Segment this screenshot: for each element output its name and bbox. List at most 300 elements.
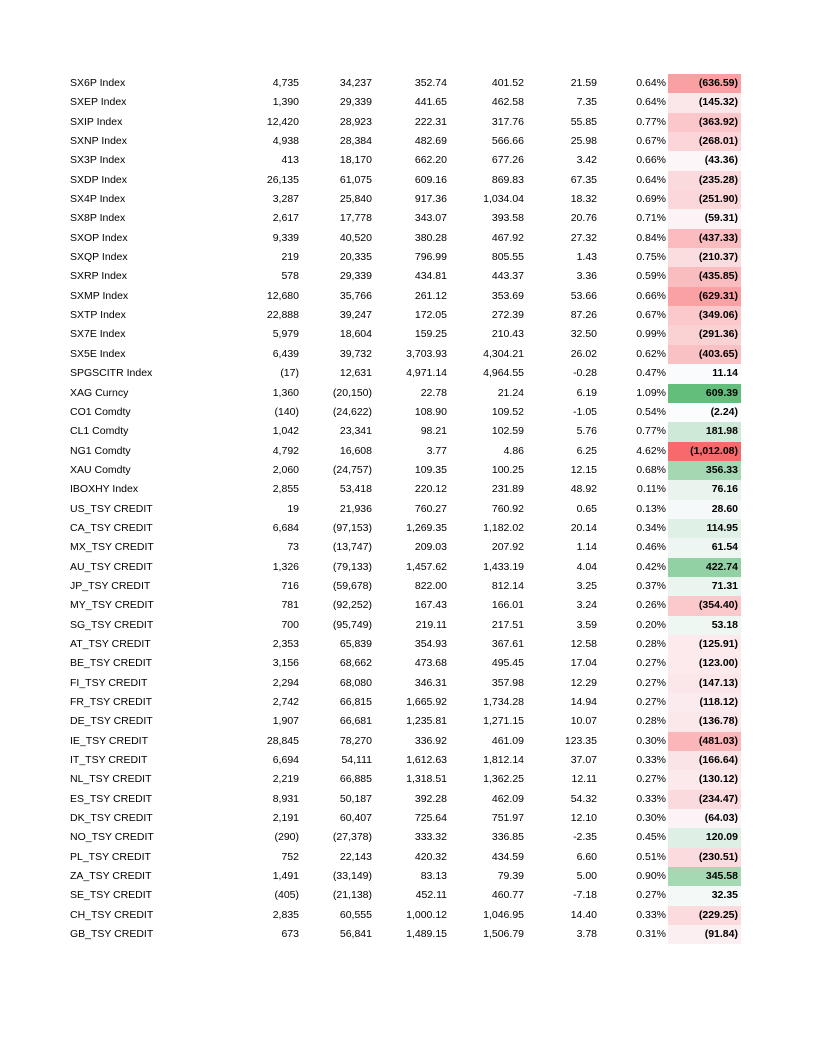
pnl-cell: (437.33) (668, 229, 741, 248)
instrument-name-cell: SE_TSY CREDIT (70, 889, 153, 902)
position-cell: 22,888 (266, 309, 299, 322)
notional-cell: (24,757) (332, 463, 372, 476)
notional-cell: 17,778 (339, 212, 372, 225)
price-end-cell: 401.52 (491, 77, 524, 89)
notional-cell: 66,815 (339, 696, 372, 708)
instrument-name-cell: CH_TSY CREDIT (70, 908, 154, 921)
instrument-name-cell: XAG Curncy (70, 386, 129, 399)
price-start-cell: 1,000.12 (406, 908, 447, 921)
change-cell: 4.04 (576, 560, 597, 573)
percent-cell: 0.26% (636, 599, 666, 612)
price-start-cell: 336.92 (414, 734, 447, 747)
price-end-cell: 1,812.14 (483, 754, 524, 767)
pnl-cell: (229.25) (668, 906, 741, 925)
instrument-name-cell: BE_TSY CREDIT (70, 657, 153, 670)
position-cell: 19 (287, 502, 299, 515)
pnl-cell: (481.03) (668, 732, 741, 751)
change-cell: 14.40 (570, 908, 597, 921)
percent-cell: 0.99% (636, 328, 666, 341)
pnl-cell: (268.01) (668, 132, 741, 151)
position-cell: 12,420 (266, 115, 299, 128)
notional-cell: 66,885 (339, 773, 372, 786)
notional-cell: (92,252) (332, 599, 372, 612)
price-end-cell: 462.58 (491, 96, 524, 109)
change-cell: -1.05 (573, 405, 597, 418)
pnl-cell: (123.00) (668, 654, 741, 673)
notional-cell: 20,335 (339, 251, 372, 264)
instrument-name-cell: SXRP Index (70, 270, 128, 283)
pnl-cell: (435.85) (668, 267, 741, 286)
notional-cell: 34,237 (339, 77, 372, 89)
notional-cell: 12,631 (339, 367, 372, 380)
change-cell: 12.10 (570, 812, 597, 825)
price-end-cell: 677.26 (491, 154, 524, 167)
change-cell: 7.35 (576, 96, 597, 109)
price-end-cell: 461.09 (491, 734, 524, 747)
price-start-cell: 1,235.81 (406, 715, 447, 728)
pnl-cell: (251.90) (668, 190, 741, 209)
instrument-name-cell: SXTP Index (70, 309, 126, 322)
position-cell: 6,439 (272, 347, 299, 360)
price-end-cell: 210.43 (491, 328, 524, 341)
price-end-cell: 217.51 (491, 618, 524, 631)
table-row (0, 925, 816, 944)
instrument-name-cell: SX7E Index (70, 328, 126, 341)
pnl-cell: (349.06) (668, 306, 741, 325)
position-cell: 6,694 (272, 754, 299, 767)
percent-cell: 0.67% (636, 135, 666, 148)
percent-cell: 0.59% (636, 270, 666, 283)
change-cell: 20.76 (570, 212, 597, 225)
percent-cell: 0.27% (636, 889, 666, 902)
price-end-cell: 109.52 (491, 405, 524, 418)
table-row (0, 616, 816, 635)
percent-cell: 0.30% (636, 734, 666, 747)
price-start-cell: 3.77 (426, 444, 447, 457)
table-row (0, 461, 816, 480)
position-cell: 1,491 (272, 870, 299, 883)
percent-cell: 0.28% (636, 715, 666, 728)
instrument-name-cell: SX8P Index (70, 212, 126, 225)
change-cell: 3.78 (576, 928, 597, 941)
notional-cell: (95,749) (332, 618, 372, 631)
position-cell: 700 (281, 618, 299, 631)
change-cell: 67.35 (570, 173, 597, 186)
instrument-name-cell: NL_TSY CREDIT (70, 773, 152, 786)
table-row (0, 209, 816, 228)
price-start-cell: 482.69 (414, 135, 447, 148)
pnl-cell: (1,012.08) (668, 442, 741, 461)
position-cell: 3,156 (272, 657, 299, 670)
price-start-cell: 98.21 (420, 425, 447, 438)
notional-cell: 61,075 (339, 173, 372, 186)
price-start-cell: 725.64 (414, 812, 447, 825)
price-end-cell: 393.58 (491, 212, 524, 225)
notional-cell: 66,681 (339, 715, 372, 728)
notional-cell: 29,339 (339, 96, 372, 109)
price-end-cell: 462.09 (491, 792, 524, 805)
table-row (0, 809, 816, 828)
table-row (0, 190, 816, 209)
price-end-cell: 4,304.21 (483, 347, 524, 360)
notional-cell: (20,150) (332, 386, 372, 399)
position-cell: (405) (274, 889, 299, 902)
change-cell: 18.32 (570, 193, 597, 206)
percent-cell: 0.62% (636, 347, 666, 360)
price-start-cell: 167.43 (414, 599, 447, 612)
price-start-cell: 1,318.51 (406, 773, 447, 786)
pnl-cell: (210.37) (668, 248, 741, 267)
table-row (0, 267, 816, 286)
table-row (0, 364, 816, 383)
price-end-cell: 4.86 (503, 444, 524, 457)
instrument-name-cell: SXQP Index (70, 251, 128, 264)
percent-cell: 0.68% (636, 463, 666, 476)
notional-cell: 60,407 (339, 812, 372, 825)
change-cell: 3.25 (576, 579, 597, 592)
price-end-cell: 1,182.02 (483, 521, 524, 534)
notional-cell: 23,341 (339, 425, 372, 438)
instrument-name-cell: NG1 Comdty (70, 444, 131, 457)
notional-cell: 39,247 (339, 309, 372, 322)
price-end-cell: 760.92 (491, 502, 524, 515)
percent-cell: 0.34% (636, 521, 666, 534)
change-cell: 1.43 (576, 251, 597, 264)
price-start-cell: 222.31 (414, 115, 447, 128)
pnl-cell: (235.28) (668, 171, 741, 190)
pnl-cell: (2.24) (668, 403, 741, 422)
price-end-cell: 434.59 (491, 850, 524, 863)
price-end-cell: 357.98 (491, 676, 524, 689)
instrument-name-cell: SX6P Index (70, 77, 126, 89)
position-cell: 2,191 (272, 812, 299, 825)
position-cell: 716 (281, 579, 299, 592)
pnl-cell: (145.32) (668, 93, 741, 112)
price-end-cell: 1,046.95 (483, 908, 524, 921)
spreadsheet-table (0, 74, 816, 944)
change-cell: 6.19 (576, 386, 597, 399)
price-end-cell: 231.89 (491, 483, 524, 496)
notional-cell: 50,187 (339, 792, 372, 805)
position-cell: 12,680 (266, 289, 299, 302)
percent-cell: 0.69% (636, 193, 666, 206)
position-cell: 4,938 (272, 135, 299, 148)
percent-cell: 0.33% (636, 792, 666, 805)
position-cell: 673 (281, 928, 299, 941)
position-cell: 2,060 (272, 463, 299, 476)
price-end-cell: 1,433.19 (483, 560, 524, 573)
price-start-cell: 220.12 (414, 483, 447, 496)
notional-cell: 40,520 (339, 231, 372, 244)
notional-cell: 21,936 (339, 502, 372, 515)
price-end-cell: 1,271.15 (483, 715, 524, 728)
position-cell: 2,835 (272, 908, 299, 921)
price-end-cell: 495.45 (491, 657, 524, 670)
change-cell: 1.14 (576, 541, 597, 554)
change-cell: 48.92 (570, 483, 597, 496)
table-row (0, 654, 816, 673)
change-cell: 5.00 (576, 870, 597, 883)
change-cell: 3.59 (576, 618, 597, 631)
pnl-cell: (59.31) (668, 209, 741, 228)
table-row (0, 751, 816, 770)
table-row (0, 770, 816, 789)
instrument-name-cell: FR_TSY CREDIT (70, 696, 153, 708)
position-cell: 752 (281, 850, 299, 863)
percent-cell: 0.51% (636, 850, 666, 863)
change-cell: -2.35 (573, 831, 597, 844)
table-row (0, 113, 816, 132)
change-cell: 12.11 (571, 773, 597, 786)
notional-cell: 53,418 (339, 483, 372, 496)
pnl-cell: 345.58 (668, 867, 741, 886)
percent-cell: 0.11% (637, 483, 666, 496)
price-end-cell: 566.66 (491, 135, 524, 148)
notional-cell: (13,747) (332, 541, 372, 554)
position-cell: 3,287 (272, 193, 299, 206)
pnl-cell: 28.60 (668, 500, 741, 519)
price-end-cell: 1,362.25 (483, 773, 524, 786)
table-row (0, 229, 816, 248)
table-row (0, 693, 816, 712)
position-cell: 26,135 (266, 173, 299, 186)
pnl-cell: (125.91) (668, 635, 741, 654)
notional-cell: 22,143 (339, 850, 372, 863)
table-row (0, 635, 816, 654)
pnl-cell: 120.09 (668, 828, 741, 847)
percent-cell: 0.64% (636, 77, 666, 89)
notional-cell: 60,555 (339, 908, 372, 921)
notional-cell: 28,384 (339, 135, 372, 148)
price-end-cell: 1,734.28 (483, 696, 524, 708)
price-start-cell: 209.03 (414, 541, 447, 554)
percent-cell: 0.84% (636, 231, 666, 244)
position-cell: (140) (274, 405, 299, 418)
change-cell: 14.94 (570, 696, 597, 708)
change-cell: 10.07 (570, 715, 597, 728)
instrument-name-cell: SXIP Index (70, 115, 123, 128)
pnl-cell: 53.18 (668, 616, 741, 635)
percent-cell: 0.66% (636, 154, 666, 167)
notional-cell: 39,732 (339, 347, 372, 360)
position-cell: 1,390 (272, 96, 299, 109)
position-cell: 4,735 (272, 77, 299, 89)
table-row (0, 171, 816, 190)
price-start-cell: 3,703.93 (406, 347, 447, 360)
change-cell: -7.18 (573, 889, 597, 902)
table-row (0, 712, 816, 731)
percent-cell: 0.64% (636, 173, 666, 186)
price-start-cell: 473.68 (414, 657, 447, 670)
pnl-cell: (130.12) (668, 770, 741, 789)
price-end-cell: 460.77 (491, 889, 524, 902)
position-cell: 1,326 (272, 560, 299, 573)
percent-cell: 0.42% (636, 560, 666, 573)
price-end-cell: 21.24 (497, 386, 524, 399)
price-start-cell: 420.32 (414, 850, 447, 863)
notional-cell: (59,678) (332, 579, 372, 592)
pnl-cell: 61.54 (668, 538, 741, 557)
percent-cell: 0.77% (636, 115, 666, 128)
pnl-cell: (91.84) (668, 925, 741, 944)
change-cell: 3.24 (576, 599, 597, 612)
change-cell: 26.02 (570, 347, 597, 360)
instrument-name-cell: AT_TSY CREDIT (70, 637, 151, 650)
change-cell: 54.32 (570, 792, 597, 805)
price-end-cell: 367.61 (491, 637, 524, 650)
price-start-cell: 1,489.15 (406, 928, 447, 941)
position-cell: 28,845 (266, 734, 299, 747)
table-row (0, 480, 816, 499)
price-start-cell: 343.07 (414, 212, 447, 225)
pnl-cell: (354.40) (668, 596, 741, 615)
change-cell: 12.58 (570, 637, 597, 650)
table-row (0, 403, 816, 422)
table-row (0, 519, 816, 538)
position-cell: 2,855 (272, 483, 299, 496)
table-row (0, 325, 816, 344)
percent-cell: 0.45% (636, 831, 666, 844)
pnl-cell: (166.64) (668, 751, 741, 770)
change-cell: 3.36 (576, 270, 597, 283)
price-start-cell: 441.65 (414, 96, 447, 109)
instrument-name-cell: PL_TSY CREDIT (70, 850, 151, 863)
percent-cell: 0.28% (636, 637, 666, 650)
percent-cell: 0.31% (636, 928, 666, 941)
change-cell: 27.32 (570, 231, 597, 244)
table-row (0, 577, 816, 596)
instrument-name-cell: CO1 Comdty (70, 405, 131, 418)
price-end-cell: 1,034.04 (483, 193, 524, 206)
position-cell: 1,907 (272, 715, 299, 728)
position-cell: 4,792 (272, 444, 299, 457)
price-start-cell: 452.11 (415, 889, 447, 902)
instrument-name-cell: MX_TSY CREDIT (70, 541, 154, 554)
percent-cell: 0.27% (636, 696, 666, 708)
percent-cell: 0.27% (636, 676, 666, 689)
change-cell: 55.85 (570, 115, 597, 128)
price-start-cell: 261.12 (414, 289, 447, 302)
price-end-cell: 443.37 (491, 270, 524, 283)
price-start-cell: 1,665.92 (406, 696, 447, 708)
table-row (0, 674, 816, 693)
notional-cell: 68,662 (339, 657, 372, 670)
position-cell: 2,617 (272, 212, 299, 225)
percent-cell: 0.64% (636, 96, 666, 109)
pnl-cell: (234.47) (668, 790, 741, 809)
price-start-cell: 346.31 (414, 676, 447, 689)
change-cell: 21.59 (570, 77, 597, 89)
pnl-cell: 356.33 (668, 461, 741, 480)
price-start-cell: 1,269.35 (406, 521, 447, 534)
notional-cell: 29,339 (339, 270, 372, 283)
table-row (0, 345, 816, 364)
notional-cell: (27,378) (332, 831, 372, 844)
instrument-name-cell: US_TSY CREDIT (70, 502, 153, 515)
change-cell: 25.98 (570, 135, 597, 148)
price-start-cell: 662.20 (414, 154, 447, 167)
instrument-name-cell: SXNP Index (70, 135, 128, 148)
price-start-cell: 172.05 (414, 309, 447, 322)
pnl-cell: (136.78) (668, 712, 741, 731)
price-end-cell: 869.83 (491, 173, 524, 186)
pnl-cell: (291.36) (668, 325, 741, 344)
percent-cell: 0.54% (636, 405, 666, 418)
price-start-cell: 352.74 (414, 77, 447, 89)
price-end-cell: 812.14 (491, 579, 524, 592)
price-end-cell: 317.76 (491, 115, 524, 128)
instrument-name-cell: SX3P Index (70, 154, 126, 167)
change-cell: 37.07 (570, 754, 597, 767)
notional-cell: (24,622) (332, 405, 372, 418)
pnl-cell: (403.65) (668, 345, 741, 364)
notional-cell: 18,170 (339, 154, 372, 167)
position-cell: 6,684 (272, 521, 299, 534)
pnl-cell: (118.12) (668, 693, 741, 712)
instrument-name-cell: SX4P Index (70, 193, 126, 206)
pnl-cell: (64.03) (668, 809, 741, 828)
price-start-cell: 434.81 (414, 270, 447, 283)
table-row (0, 248, 816, 267)
change-cell: 6.25 (576, 444, 597, 457)
price-start-cell: 22.78 (420, 386, 447, 399)
pnl-cell: (636.59) (668, 74, 741, 93)
pnl-cell: (43.36) (668, 151, 741, 170)
table-row (0, 306, 816, 325)
instrument-name-cell: MY_TSY CREDIT (70, 599, 154, 612)
instrument-name-cell: CA_TSY CREDIT (70, 521, 153, 534)
change-cell: 0.65 (576, 502, 597, 515)
price-start-cell: 333.32 (414, 831, 447, 844)
table-row (0, 558, 816, 577)
instrument-name-cell: NO_TSY CREDIT (70, 831, 154, 844)
instrument-name-cell: IBOXHY Index (70, 483, 139, 496)
position-cell: 2,353 (272, 637, 299, 650)
price-start-cell: 609.16 (414, 173, 447, 186)
pnl-cell: 11.14 (668, 364, 741, 383)
pnl-cell: 71.31 (668, 577, 741, 596)
percent-cell: 0.27% (636, 773, 666, 786)
percent-cell: 0.46% (636, 541, 666, 554)
table-row (0, 500, 816, 519)
notional-cell: (97,153) (332, 521, 372, 534)
table-row (0, 538, 816, 557)
change-cell: 12.15 (570, 463, 597, 476)
price-start-cell: 822.00 (414, 579, 447, 592)
position-cell: 2,294 (272, 676, 299, 689)
notional-cell: 78,270 (339, 734, 372, 747)
price-start-cell: 219.11 (415, 618, 447, 631)
instrument-name-cell: SXOP Index (70, 231, 128, 244)
price-start-cell: 392.28 (414, 792, 447, 805)
instrument-name-cell: XAU Comdty (70, 463, 131, 476)
position-cell: 1,360 (272, 386, 299, 399)
price-end-cell: 4,964.55 (483, 367, 524, 380)
table-row (0, 132, 816, 151)
percent-cell: 0.13% (636, 502, 666, 515)
price-end-cell: 100.25 (491, 463, 524, 476)
change-cell: 6.60 (576, 850, 597, 863)
price-start-cell: 1,612.63 (406, 754, 447, 767)
position-cell: 578 (281, 270, 299, 283)
change-cell: 3.42 (576, 154, 597, 167)
position-cell: 2,742 (272, 696, 299, 708)
table-row (0, 93, 816, 112)
percent-cell: 0.77% (636, 425, 666, 438)
table-row (0, 906, 816, 925)
pnl-cell: (363.92) (668, 113, 741, 132)
position-cell: 413 (281, 154, 299, 167)
